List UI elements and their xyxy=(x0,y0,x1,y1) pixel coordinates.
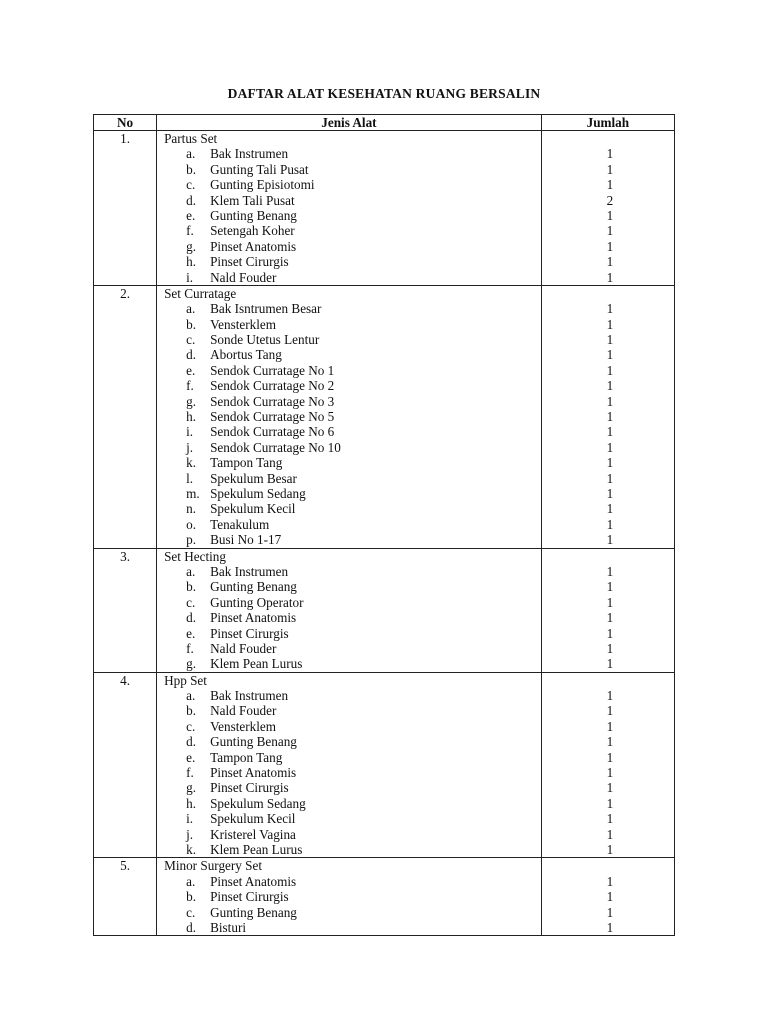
set-name: Set Hecting xyxy=(164,548,226,564)
item-letter: g. xyxy=(186,656,196,672)
item-letter: d. xyxy=(186,347,196,363)
item-letter: f. xyxy=(186,640,194,656)
item-quantity: 1 xyxy=(606,826,614,842)
item-quantity: 1 xyxy=(606,378,614,394)
item-letter: a. xyxy=(186,873,196,889)
item-name: Gunting Benang xyxy=(210,904,297,920)
item-quantity: 1 xyxy=(606,919,614,935)
list-item xyxy=(157,595,541,610)
item-letter: l. xyxy=(186,470,194,486)
item-quantity: 1 xyxy=(606,424,614,440)
item-letter: n. xyxy=(186,501,196,517)
list-item xyxy=(157,486,541,501)
item-name: Gunting Benang xyxy=(210,579,297,595)
item-name: Nald Fouder xyxy=(210,703,277,719)
item-letter: e. xyxy=(186,207,196,223)
table-body xyxy=(94,131,675,936)
jumlah-cell xyxy=(541,548,674,672)
item-letter: b. xyxy=(186,579,196,595)
item-letter: c. xyxy=(186,177,196,193)
item-letter: b. xyxy=(186,316,196,332)
item-letter: f. xyxy=(186,378,194,394)
item-quantity: 1 xyxy=(606,207,614,223)
item-quantity: 1 xyxy=(606,563,614,579)
item-quantity: 1 xyxy=(606,904,614,920)
item-letter: e. xyxy=(186,362,196,378)
list-item xyxy=(157,270,541,285)
list-item xyxy=(157,239,541,254)
item-quantity: 1 xyxy=(606,254,614,270)
item-quantity: 1 xyxy=(606,795,614,811)
item-name: Tampon Tang xyxy=(210,749,283,765)
item-quantity: 2 xyxy=(606,192,614,208)
item-name: Kristerel Vagina xyxy=(210,826,296,842)
item-name: Sendok Curratage No 2 xyxy=(210,378,335,394)
item-name: Sendok Curratage No 5 xyxy=(210,409,335,425)
item-quantity: 1 xyxy=(606,749,614,765)
item-name: Pinset Cirurgis xyxy=(210,780,289,796)
row-number: 3. xyxy=(94,548,157,672)
jenis-alat-cell xyxy=(157,672,542,858)
list-item xyxy=(157,734,541,749)
list-item xyxy=(157,301,541,316)
item-name: Gunting Benang xyxy=(210,207,297,223)
item-name: Abortus Tang xyxy=(210,347,282,363)
item-quantity: 1 xyxy=(606,439,614,455)
item-name: Sonde Utetus Lentur xyxy=(210,332,320,348)
item-name: Sendok Curratage No 6 xyxy=(210,424,335,440)
item-letter: k. xyxy=(186,841,196,857)
jenis-alat-cell xyxy=(157,285,542,548)
item-name: Pinset Cirurgis xyxy=(210,889,289,905)
item-quantity: 1 xyxy=(606,873,614,889)
item-letter: i. xyxy=(186,811,194,827)
set-name: Hpp Set xyxy=(164,672,207,688)
list-item xyxy=(157,811,541,826)
list-item xyxy=(157,440,541,455)
item-quantity: 1 xyxy=(606,316,614,332)
item-quantity: 1 xyxy=(606,765,614,781)
item-quantity: 1 xyxy=(606,841,614,857)
item-name: Bak Instrumen xyxy=(210,146,289,162)
table-row xyxy=(94,672,675,858)
list-item xyxy=(157,208,541,223)
list-item xyxy=(157,920,541,935)
item-name: Nald Fouder xyxy=(210,269,277,285)
list-item xyxy=(157,254,541,269)
item-letter: c. xyxy=(186,594,196,610)
header-jumlah: Jumlah xyxy=(541,115,674,131)
item-letter: k. xyxy=(186,455,196,471)
item-letter: j. xyxy=(186,826,194,842)
item-quantity: 1 xyxy=(606,811,614,827)
list-item xyxy=(157,842,541,857)
item-name: Klem Pean Lurus xyxy=(210,841,303,857)
item-quantity: 1 xyxy=(606,640,614,656)
item-letter: h. xyxy=(186,254,196,270)
item-letter: g. xyxy=(186,393,196,409)
jenis-alat-cell xyxy=(157,858,542,936)
item-letter: b. xyxy=(186,889,196,905)
item-name: Klem Pean Lurus xyxy=(210,656,303,672)
document-title: DAFTAR ALAT KESEHATAN RUANG BERSALIN xyxy=(227,86,541,101)
item-name: Pinset Anatomis xyxy=(210,238,297,254)
item-quantity: 1 xyxy=(606,269,614,285)
item-name: Gunting Operator xyxy=(210,594,304,610)
list-item xyxy=(157,193,541,208)
row-number: 2. xyxy=(94,285,157,548)
item-name: Nald Fouder xyxy=(210,640,277,656)
equipment-table xyxy=(93,114,675,936)
item-letter: a. xyxy=(186,688,196,704)
item-quantity: 1 xyxy=(606,161,614,177)
header-jenis-alat: Jenis Alat xyxy=(157,115,542,131)
item-letter: e. xyxy=(186,749,196,765)
jumlah-spacer xyxy=(542,286,674,301)
list-item xyxy=(157,455,541,470)
item-name: Gunting Tali Pusat xyxy=(210,161,309,177)
item-letter: i. xyxy=(186,424,194,440)
item-quantity: 1 xyxy=(606,532,614,548)
item-letter: p. xyxy=(186,532,196,548)
jenis-alat-cell xyxy=(157,548,542,672)
list-item xyxy=(157,409,541,424)
item-name: Bak Isntrumen Besar xyxy=(210,301,322,317)
item-letter: f. xyxy=(186,765,194,781)
jenis-alat-cell xyxy=(157,131,542,286)
item-name: Spekulum Kecil xyxy=(210,501,296,517)
jumlah-spacer xyxy=(542,549,674,564)
item-name: Pinset Cirurgis xyxy=(210,625,289,641)
item-name: Bisturi xyxy=(210,919,246,935)
item-name: Vensterklem xyxy=(210,316,277,332)
table-header-row xyxy=(94,115,675,131)
item-quantity: 1 xyxy=(606,301,614,317)
row-number: 5. xyxy=(94,858,157,936)
list-item xyxy=(157,501,541,516)
item-name: Spekulum Kecil xyxy=(210,811,296,827)
jumlah-spacer xyxy=(542,673,674,688)
list-item xyxy=(157,765,541,780)
item-quantity: 1 xyxy=(606,485,614,501)
jumlah-spacer xyxy=(542,858,674,873)
jumlah-cell xyxy=(541,672,674,858)
item-letter: h. xyxy=(186,409,196,425)
table-row xyxy=(94,131,675,286)
list-item xyxy=(157,703,541,718)
list-item xyxy=(157,688,541,703)
item-quantity: 1 xyxy=(606,501,614,517)
item-letter: i. xyxy=(186,269,194,285)
item-name: Gunting Episiotomi xyxy=(210,177,315,193)
item-letter: g. xyxy=(186,238,196,254)
list-item xyxy=(157,317,541,332)
item-quantity: 1 xyxy=(606,177,614,193)
list-item xyxy=(157,146,541,161)
item-name: Sendok Curratage No 10 xyxy=(210,439,341,455)
jumlah-spacer xyxy=(542,131,674,146)
item-name: Bak Instrumen xyxy=(210,563,289,579)
set-name: Partus Set xyxy=(164,131,218,146)
list-item xyxy=(157,564,541,579)
item-name: Vensterklem xyxy=(210,718,277,734)
item-quantity: 1 xyxy=(606,455,614,471)
item-quantity: 1 xyxy=(606,223,614,239)
item-name: Tampon Tang xyxy=(210,455,283,471)
item-name: Sendok Curratage No 3 xyxy=(210,393,335,409)
item-letter: m. xyxy=(186,485,200,501)
list-item xyxy=(157,889,541,904)
item-letter: g. xyxy=(186,780,196,796)
item-quantity: 1 xyxy=(606,393,614,409)
item-letter: c. xyxy=(186,904,196,920)
item-name: Pinset Anatomis xyxy=(210,610,297,626)
item-letter: c. xyxy=(186,332,196,348)
set-name: Minor Surgery Set xyxy=(164,858,263,874)
item-letter: a. xyxy=(186,563,196,579)
item-quantity: 1 xyxy=(606,703,614,719)
item-letter: h. xyxy=(186,795,196,811)
item-letter: d. xyxy=(186,610,196,626)
item-letter: d. xyxy=(186,919,196,935)
item-letter: f. xyxy=(186,223,194,239)
table-row xyxy=(94,285,675,548)
list-item xyxy=(157,532,541,547)
item-quantity: 1 xyxy=(606,688,614,704)
list-item xyxy=(157,579,541,594)
item-name: Setengah Koher xyxy=(210,223,295,239)
list-item xyxy=(157,332,541,347)
list-item xyxy=(157,827,541,842)
item-name: Pinset Anatomis xyxy=(210,873,297,889)
item-name: Bak Instrumen xyxy=(210,688,289,704)
item-quantity: 1 xyxy=(606,347,614,363)
list-item xyxy=(157,610,541,625)
item-letter: o. xyxy=(186,516,196,532)
list-item xyxy=(157,719,541,734)
item-quantity: 1 xyxy=(606,780,614,796)
list-item xyxy=(157,363,541,378)
item-letter: c. xyxy=(186,718,196,734)
item-name: Pinset Anatomis xyxy=(210,765,297,781)
list-item xyxy=(157,424,541,439)
list-item xyxy=(157,177,541,192)
item-quantity: 1 xyxy=(606,889,614,905)
item-quantity: 1 xyxy=(606,610,614,626)
item-name: Spekulum Besar xyxy=(210,470,297,486)
list-item xyxy=(157,641,541,656)
list-item xyxy=(157,162,541,177)
item-name: Sendok Curratage No 1 xyxy=(210,362,335,378)
jumlah-cell xyxy=(541,131,674,286)
table-row xyxy=(94,858,675,936)
item-name: Busi No 1-17 xyxy=(210,532,282,548)
item-quantity: 1 xyxy=(606,594,614,610)
item-quantity: 1 xyxy=(606,625,614,641)
item-quantity: 1 xyxy=(606,332,614,348)
list-item xyxy=(157,394,541,409)
list-item xyxy=(157,905,541,920)
list-item xyxy=(157,378,541,393)
item-quantity: 1 xyxy=(606,238,614,254)
row-number: 4. xyxy=(94,672,157,858)
item-name: Tenakulum xyxy=(210,516,270,532)
list-item xyxy=(157,796,541,811)
item-letter: a. xyxy=(186,301,196,317)
jumlah-cell xyxy=(541,858,674,936)
item-letter: e. xyxy=(186,625,196,641)
item-name: Spekulum Sedang xyxy=(210,485,306,501)
list-item xyxy=(157,347,541,362)
list-item xyxy=(157,471,541,486)
item-name: Pinset Cirurgis xyxy=(210,254,289,270)
list-item xyxy=(157,874,541,889)
item-letter: d. xyxy=(186,192,196,208)
item-name: Klem Tali Pusat xyxy=(210,192,295,208)
item-name: Gunting Benang xyxy=(210,734,297,750)
item-letter: d. xyxy=(186,734,196,750)
jumlah-cell xyxy=(541,285,674,548)
item-quantity: 1 xyxy=(606,362,614,378)
item-name: Spekulum Sedang xyxy=(210,795,306,811)
list-item xyxy=(157,223,541,238)
header-no: No xyxy=(94,115,157,131)
item-quantity: 1 xyxy=(606,516,614,532)
row-number: 1. xyxy=(94,131,157,286)
item-quantity: 1 xyxy=(606,656,614,672)
item-quantity: 1 xyxy=(606,734,614,750)
item-letter: b. xyxy=(186,161,196,177)
list-item xyxy=(157,780,541,795)
item-letter: a. xyxy=(186,146,196,162)
item-letter: b. xyxy=(186,703,196,719)
list-item xyxy=(157,626,541,641)
table-row xyxy=(94,548,675,672)
item-letter: j. xyxy=(186,439,194,455)
item-quantity: 1 xyxy=(606,470,614,486)
set-name: Set Curratage xyxy=(164,285,237,301)
list-item xyxy=(157,656,541,671)
item-quantity: 1 xyxy=(606,146,614,162)
item-quantity: 1 xyxy=(606,718,614,734)
list-item xyxy=(157,517,541,532)
item-quantity: 1 xyxy=(606,409,614,425)
list-item xyxy=(157,750,541,765)
item-quantity: 1 xyxy=(606,579,614,595)
